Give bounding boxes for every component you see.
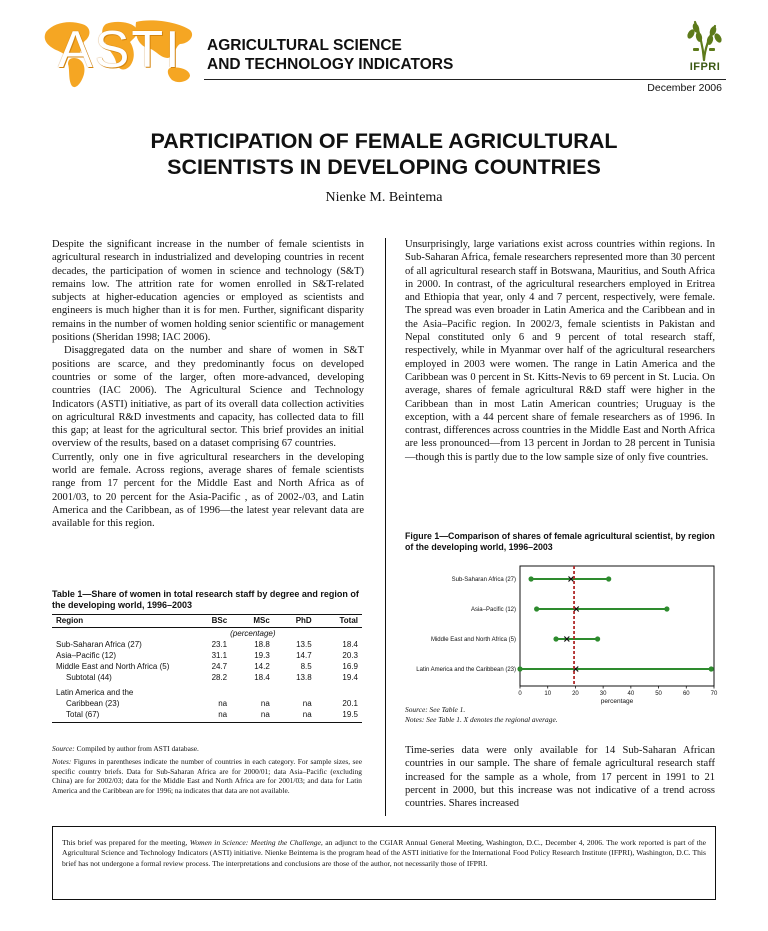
range-max-point <box>595 636 600 641</box>
x-tick-label: 30 <box>599 691 607 697</box>
publication-date: December 2006 <box>647 82 722 94</box>
author-name: Nienke M. Beintema <box>325 190 443 205</box>
table-cell: 13.5 <box>296 639 312 649</box>
column-divider <box>385 238 386 816</box>
table-row <box>52 650 362 661</box>
figure-source: Source: See Table 1. <box>405 705 466 714</box>
table-row <box>52 699 362 710</box>
table-header-row <box>52 615 362 628</box>
table-cell: 18.4 <box>254 672 270 682</box>
table-cell: 18.4 <box>342 639 358 649</box>
table-row <box>52 672 362 683</box>
x-tick-labels <box>518 686 718 697</box>
table-cell: 23.1 <box>211 639 228 649</box>
table-cell: Subtotal (44) <box>66 672 112 682</box>
table-cell: 19.3 <box>254 650 270 660</box>
data-table <box>52 614 362 723</box>
category-label: Sub-Saharan Africa (27) <box>451 577 516 583</box>
table-cell: 16.9 <box>342 661 358 671</box>
range-max-point <box>606 576 611 581</box>
table-cell: 18.8 <box>254 639 270 649</box>
asti-logo <box>40 14 200 94</box>
table-unit-row <box>52 628 362 640</box>
wheat-icon <box>683 18 725 62</box>
table-cell: na <box>260 699 270 708</box>
table-cell: Middle East and North Africa (5) <box>56 661 170 671</box>
table-row <box>52 661 362 672</box>
note-prefix: Source: <box>52 744 75 753</box>
paragraph: Disaggregated data on the number and share of women in S&T positions are scarce, and they predominantly focus on developed countries or some of the larger, often more-advanced, developing countries (IAC 2006). The Agricultural Science and Technology Indicators (ASTI) initiative, as part of its overall data collection activities on agricultural R&D investments and capacity, has collected data to fill this gap; at least for the agricultural sector. This brief provides an initial overview of the results, based on a dataset comprising 67 countries. <box>52 345 364 450</box>
document-title-line2: SCIENTISTS IN DEVELOPING COUNTRIES <box>167 155 601 179</box>
meeting-name: Women in Science: Meeting the Challenge <box>189 838 321 847</box>
header-title-line1: AGRICULTURAL SCIENCE <box>207 37 402 54</box>
table-cell: 14.2 <box>254 661 270 671</box>
footer-text <box>62 838 706 869</box>
x-tick-label: 50 <box>655 691 662 697</box>
category-label: Middle East and North Africa (5) <box>430 637 516 643</box>
figure-title: Figure 1—Comparison of shares of female agricultural scientist, by region of the developing world, 1996–2003 <box>405 531 715 552</box>
table-cell: Total (67) <box>52 710 190 723</box>
table-cell: 19.5 <box>316 710 362 723</box>
x-tick-label: 60 <box>682 691 690 697</box>
header-rule <box>204 79 726 80</box>
range-min-point <box>528 576 533 581</box>
category-label: Latin America and the Caribbean (23) <box>416 667 516 673</box>
table-title: Table 1—Share of women in total research staff by degree and region of the developing world, 1996–2003 <box>52 589 359 610</box>
note-prefix: Notes: <box>52 757 72 766</box>
header-title <box>207 36 527 74</box>
x-axis-label: percentage <box>600 698 634 705</box>
table-cell: 31.1 <box>211 650 228 660</box>
range-max-point <box>664 606 669 611</box>
table-cell: 20.3 <box>342 650 358 660</box>
x-tick-label: 40 <box>627 691 635 697</box>
ifpri-logo-text: IFPRI <box>689 61 721 73</box>
table-source: Source: Compiled by author from ASTI database. <box>52 744 199 753</box>
x-tick-label: 20 <box>572 691 579 697</box>
table-row <box>52 683 362 699</box>
x-tick-label: 10 <box>544 691 552 697</box>
category-label: Asia–Pacific (12) <box>470 607 516 613</box>
table-cell: 28.2 <box>211 672 228 682</box>
footer-text-part1: This brief was prepared for the meeting, <box>62 838 190 847</box>
table-cell: na <box>190 710 231 723</box>
right-column-text <box>405 238 715 464</box>
table-notes: Notes: Figures in parentheses indicate the number of countries in each category. For sample sizes, see specific country briefs. Data for Sub-Saharan Africa are for 2000/01; data Asia–Pacific (excluding China) are for 2002/03; data for the Middle East and North Africa are for 2001/03; and data for Latin America and the Caribbean are for 1996; na indicates that data are not available. <box>52 757 362 795</box>
column-header: Total <box>316 615 362 628</box>
table-cell: 14.7 <box>296 650 312 660</box>
range-min-point <box>553 636 558 641</box>
range-max-point <box>709 666 714 671</box>
table-cell: na <box>218 699 228 708</box>
table-row <box>52 710 362 723</box>
table-cell: na <box>274 710 316 723</box>
column-header: PhD <box>274 615 316 628</box>
document-title-line1: PARTICIPATION OF FEMALE AGRICULTURAL <box>150 129 618 153</box>
table-cell: Asia–Pacific (12) <box>56 650 117 660</box>
paragraph: Despite the significant increase in the number of female scientists in agricultural research in industrialized and developing countries in recent decades, the participation of women in science and technology (S&T) remains low. The attrition rate for women enrolled in S&T-related subjects at higher-education agencies or employed as scientists and engineers is much higher than it is for men. Further, significant disparity remains in the number of women holding senior scientific or management positions (Sheridan 1998; IAC 2006). <box>52 239 364 344</box>
paragraph: Time-series data were only available for 14 Sub-Saharan African countries in our sample. The share of female agricultural research staff increased for the sample as a whole, from 17 percent in 1991 to 21 percent in 2000, but this increase was not indicative of a trend across countries. Shares increased <box>405 745 715 810</box>
category-labels <box>416 577 516 673</box>
range-min-point <box>534 606 539 611</box>
table-cell: na <box>302 699 312 708</box>
x-tick-label: 0 <box>518 691 522 697</box>
column-header: BSc <box>190 615 231 628</box>
column-header: Region <box>52 615 190 628</box>
table-row <box>52 639 362 650</box>
document-title <box>40 128 728 180</box>
paragraph: Currently, only one in five agricultural researchers in the developing world are female. Across regions, average shares of female scientists range from 17 percent for the Middle East and North Africa as of 2001/03, to 20 percent for the Asia-Pacific , as of 2002-/03, and Latin America and the Caribbean, as of 1996—the latest year relevant data are available for this region. <box>52 451 364 530</box>
table-unit: (percentage) <box>230 628 276 638</box>
column-header: MSc <box>231 615 274 628</box>
table-cell: Sub-Saharan Africa (27) <box>56 639 142 649</box>
table-cell: 8.5 <box>300 661 312 671</box>
table-cell: 13.8 <box>296 672 312 682</box>
table-cell: na <box>231 710 274 723</box>
asti-logo-text: ASTI <box>58 21 182 79</box>
paragraph: Unsurprisingly, large variations exist across countries within regions. In Sub-Saharan Africa, female researchers represented more than 30 percent of all agricultural research staff in Botswana, Mauritius, and South Africa in 2000. In contrast, of the agricultural researchers employed in Eritrea and Ethiopia that year, only 4 and 7 percent, respectively, were female. The spread was even broader in Latin America and the Caribbean and in the Asia–Pacific region. In 2002/3, female scientists in Pakistan and Nepal constituted only 6 and 9 percent of total research staff, respectively, while in Myanmar over half of the agricultural researchers employed in 2003 were women. The range in Latin America and the Caribbean was 0 percent in St. Kitts-Nevis to 69 percent in St. Lucia. On average, shares of female agricultural R&D staff were higher in the Caribbean than in most Latin American countries; Uruguay is the exception, with a 44 percent share of female researchers as of 1996. In contrast, differences across countries in the Middle East and North Africa are less pronounced—from 13 percent in Jordan to 28 percent in Tunisia—though this is partly due to the low sample size of only five countries. <box>405 239 715 463</box>
table-cell: 20.1 <box>342 699 358 708</box>
range-min-point <box>517 666 522 671</box>
x-tick-label: 70 <box>710 691 718 697</box>
table-cell: Caribbean (23) <box>66 699 120 708</box>
range-chart <box>402 563 720 711</box>
footer-text-part2: , an adjunct to the CGIAR Annual General Meeting, Washington, D.C., December 4, 2006. The work reported is part of the Agricultural Science and Technology Indicators (ASTI) initiative. Nienke Beintema is the program head of the ASTI initiative for the International Food Policy Research Institute (IFPRI), Washington, D.C. This brief has not undergone a formal review process. The interpretations and conclusions are those of the author, not necessarily those of IFPRI. <box>62 838 707 868</box>
header-title-line2: AND TECHNOLOGY INDICATORS <box>207 56 454 73</box>
left-column-text <box>52 238 364 531</box>
table-cell: Latin America and the <box>56 688 134 697</box>
table-cell: 24.7 <box>211 661 228 671</box>
table-cell: 19.4 <box>342 672 358 682</box>
figure-notes: Notes: See Table 1. X denotes the regional average. <box>405 715 558 724</box>
right-column-text-continued <box>405 744 715 810</box>
